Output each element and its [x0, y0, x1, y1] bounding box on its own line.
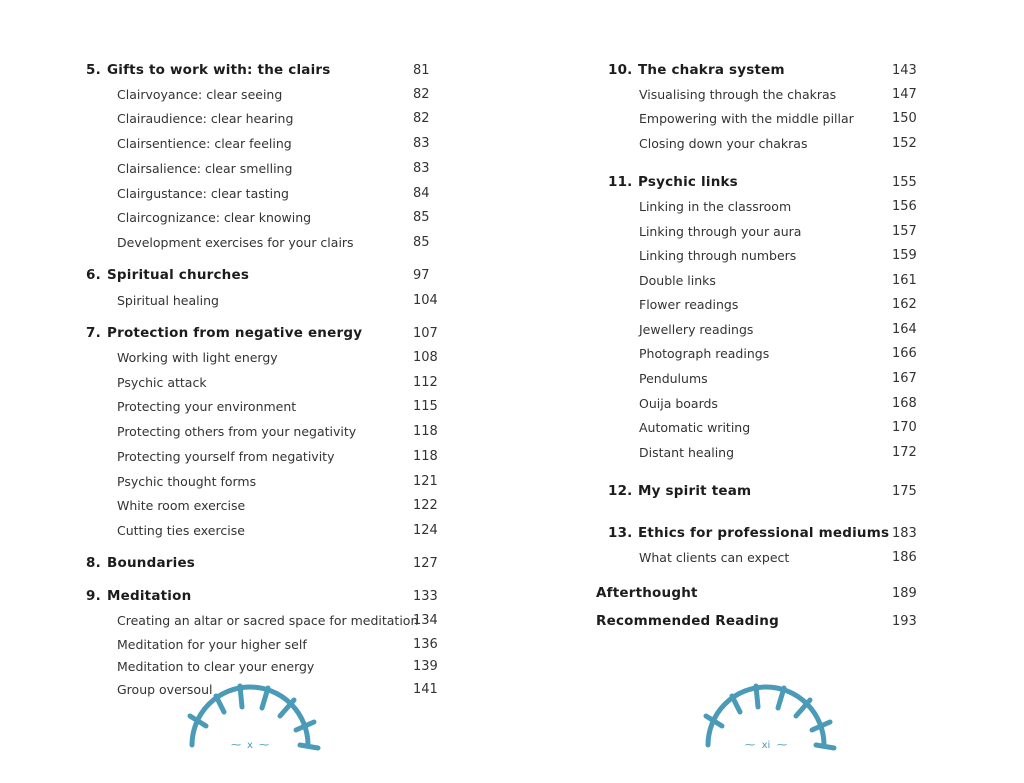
section-title: Working with light energy — [117, 350, 278, 365]
section-title: Pendulums — [639, 371, 708, 386]
section-page: 118 — [413, 449, 438, 464]
section-title: Cutting ties exercise — [117, 523, 245, 538]
chapter-title: Gifts to work with: the clairs — [107, 62, 331, 78]
section-page: 82 — [413, 111, 430, 126]
section-title: Spiritual healing — [117, 293, 219, 308]
section-page: 108 — [413, 350, 438, 365]
section-title: Linking through your aura — [639, 224, 802, 239]
section-page: 162 — [892, 297, 917, 312]
section-title: Ouija boards — [639, 396, 718, 411]
chapter-number: 6. — [86, 267, 101, 283]
chapter-title: Meditation — [107, 588, 192, 604]
section-title: Closing down your chakras — [639, 136, 808, 151]
section-title: Psychic thought forms — [117, 474, 257, 489]
section-page: 82 — [413, 87, 430, 102]
flourish-icon: ⁓ — [259, 740, 269, 751]
chapter-page: 127 — [413, 556, 438, 571]
toc-right — [512, 0, 1024, 783]
chapter-page: 133 — [413, 589, 438, 604]
section-title: Jewellery readings — [639, 322, 754, 337]
chapter-title: The chakra system — [638, 62, 785, 78]
section-title: Psychic attack — [117, 375, 207, 390]
section-title: Creating an altar or sacred space for meditation — [117, 613, 419, 628]
section-page: 124 — [413, 523, 438, 538]
chapter-page: 107 — [413, 326, 438, 341]
section-title: Clairgustance: clear tasting — [117, 186, 289, 201]
section-title: Visualising through the chakras — [639, 87, 837, 102]
section-page: 85 — [413, 235, 430, 250]
section-page: 83 — [413, 136, 430, 151]
section-title: Clairsentience: clear feeling — [117, 136, 292, 151]
section-page: 122 — [413, 498, 438, 513]
section-title: Meditation to clear your energy — [117, 659, 315, 674]
section-page: 161 — [892, 273, 917, 288]
section-title: Clairvoyance: clear seeing — [117, 87, 283, 102]
section-title: Distant healing — [639, 445, 735, 460]
chapter-page: 155 — [892, 175, 917, 190]
section-title: Protecting others from your negativity — [117, 424, 357, 439]
chapter-number: 13. — [608, 525, 633, 541]
right-page — [512, 0, 1024, 783]
section-title: Automatic writing — [639, 420, 751, 435]
section-title: Flower readings — [639, 297, 739, 312]
section-page: 147 — [892, 87, 917, 102]
chapter-number: 12. — [608, 483, 633, 499]
section-page: 134 — [413, 613, 438, 628]
section-page: 115 — [413, 399, 438, 414]
chapter-number: 11. — [608, 174, 633, 190]
section-title: Clairaudience: clear hearing — [117, 111, 294, 126]
chapter-page: 143 — [892, 63, 917, 78]
chapter-title: Boundaries — [107, 555, 196, 571]
section-page: 157 — [892, 224, 917, 239]
section-page: 118 — [413, 424, 438, 439]
section-page: 104 — [413, 293, 438, 308]
section-title: Double links — [639, 273, 716, 288]
section-page: 159 — [892, 248, 917, 263]
chapter-title: Ethics for professional mediums — [638, 525, 890, 541]
section-page: 141 — [413, 682, 438, 697]
section-page: 168 — [892, 396, 917, 411]
chapter-page: 183 — [892, 526, 917, 541]
chapter-page: 97 — [413, 268, 430, 283]
section-page: 121 — [413, 474, 438, 489]
chapter-page: 81 — [413, 63, 430, 78]
section-page: 166 — [892, 346, 917, 361]
chapter-title: My spirit team — [638, 483, 752, 499]
chapter-title: Protection from negative energy — [107, 325, 363, 341]
flourish-icon: ⁓ — [231, 740, 241, 751]
chapter-title: Spiritual churches — [107, 267, 250, 283]
section-page: 83 — [413, 161, 430, 176]
section-title: Claircognizance: clear knowing — [117, 210, 312, 225]
sun-ornament-left — [180, 690, 320, 750]
section-page: 150 — [892, 111, 917, 126]
sun-ornament-right — [696, 690, 836, 750]
section-title: Meditation for your higher self — [117, 637, 307, 652]
backmatter-page: 189 — [892, 586, 917, 601]
chapter-number: 9. — [86, 588, 101, 604]
section-page: 139 — [413, 659, 438, 674]
section-page: 172 — [892, 445, 917, 460]
section-page: 186 — [892, 550, 917, 565]
sun-icon — [696, 690, 836, 750]
backmatter-title: Afterthought — [596, 585, 698, 601]
flourish-icon: ⁓ — [777, 740, 787, 751]
section-title: Linking through numbers — [639, 248, 797, 263]
section-page: 112 — [413, 375, 438, 390]
section-title: Photograph readings — [639, 346, 770, 361]
chapter-number: 8. — [86, 555, 101, 571]
chapter-number: 10. — [608, 62, 633, 78]
section-page: 170 — [892, 420, 917, 435]
section-page: 164 — [892, 322, 917, 337]
chapter-number: 5. — [86, 62, 101, 78]
section-page: 152 — [892, 136, 917, 151]
chapter-title: Psychic links — [638, 174, 738, 190]
section-page: 167 — [892, 371, 917, 386]
section-title: Empowering with the middle pillar — [639, 111, 854, 126]
section-page: 156 — [892, 199, 917, 214]
folio-left: x — [247, 740, 253, 751]
section-title: Clairsalience: clear smelling — [117, 161, 293, 176]
backmatter-page: 193 — [892, 614, 917, 629]
chapter-number: 7. — [86, 325, 101, 341]
section-title: White room exercise — [117, 498, 246, 513]
section-title: Linking in the classroom — [639, 199, 792, 214]
section-title: What clients can expect — [639, 550, 790, 565]
section-title: Protecting yourself from negativity — [117, 449, 335, 464]
section-title: Protecting your environment — [117, 399, 297, 414]
backmatter-title: Recommended Reading — [596, 613, 779, 629]
section-page: 84 — [413, 186, 430, 201]
folio-right: xi — [761, 740, 771, 751]
section-page: 85 — [413, 210, 430, 225]
section-page: 136 — [413, 637, 438, 652]
flourish-icon: ⁓ — [745, 740, 755, 751]
sun-icon — [180, 690, 320, 750]
section-title: Development exercises for your clairs — [117, 235, 354, 250]
chapter-page: 175 — [892, 484, 917, 499]
section-title: Group oversoul — [117, 682, 213, 697]
